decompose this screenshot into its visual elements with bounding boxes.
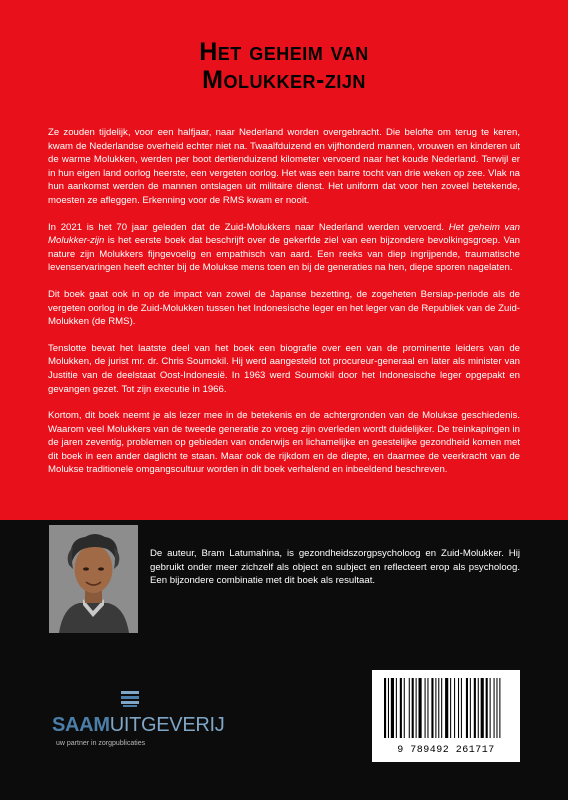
barcode-bar — [435, 678, 436, 738]
title-line-1: Het geheim van — [199, 38, 369, 66]
blurb-paragraph-1: Ze zouden tijdelijk, voor een halfjaar, naar Nederland worden overgebracht. Die belofte om terug te keren, kwam de Nederlandse overheid echter niet na. Twaalfduizend en vijfhonderd mannen, vrouwen en kinderen uit de warme Molukken, werden per boot dertienduizend kilometer vervoerd naar het koude Nederland. Terwijl er in hun eigen land oorlog heerste, een vergeten oorlog. Het was een barre tocht van drie weken op zee. Vlak na hun aankomst werden de mannen ontslagen uit militaire dienst. Het uniform dat voor hen zoveel betekende, moesten ze afleggen. Erkenning voor de RMS kwam er nooit. — [48, 127, 520, 206]
barcode-bar — [454, 678, 455, 738]
blurb-text — [48, 126, 520, 490]
barcode-bar — [384, 678, 386, 738]
barcode-bar — [391, 678, 394, 738]
barcode-bar — [396, 678, 397, 738]
publisher-name-bold: SAAM — [52, 714, 110, 736]
barcode-bar — [486, 678, 488, 738]
barcode-bar — [438, 678, 439, 738]
barcode-bar — [416, 678, 417, 738]
barcode-bar — [461, 678, 462, 738]
publisher-name-thin: UITGEVERIJ — [109, 714, 225, 736]
barcode-bar — [496, 678, 497, 738]
barcode-bar — [470, 678, 471, 738]
author-bio: De auteur, Bram Latumahina, is gezondheidszorgpsycholoog en Zuid-Molukker. Hij gebruikt onder meer zichzelf als object en subject en reflecteert erop als psycholoog. Een bijzondere combinatie met dit boek als resultaat. — [150, 548, 520, 587]
barcode-bar — [431, 678, 433, 738]
barcode-bar — [466, 678, 468, 738]
blurb-paragraph-3: Dit boek gaat ook in op de impact van zowel de Japanse bezetting, de zogeheten Bersiap-periode als de vergeten oorlog in de Zuid-Molukken tussen het Indonesische leger en het leger van de Republiek van de Zuid-Molukken (de RMS). — [48, 288, 520, 328]
isbn-barcode — [372, 670, 520, 762]
isbn-number: 9 789492 261717 — [397, 745, 495, 756]
barcode-bar — [404, 678, 405, 738]
publisher-name — [52, 714, 224, 737]
barcode-bar — [450, 678, 451, 738]
blurb-paragraph-2 — [48, 221, 520, 275]
blurb-paragraph-4: Tenslotte bevat het laatste deel van het boek een biografie over een van de prominente leiders van de Molukken, de jurist mr. dr. Chris Soumokil. Hij werd aangesteld tot procureur-generaal en later als minister van Justitie van de deelstaat Oost-Indonesië. In 1963 werd Soumokil door het Indonesische leger opgepakt en gevangen gezet. Tot zijn executie in 1966. — [48, 342, 520, 395]
barcode-bar — [494, 678, 495, 738]
barcode-bar — [400, 678, 402, 738]
author-photo — [49, 525, 138, 633]
barcode-bar — [441, 678, 442, 738]
author-portrait-image — [49, 525, 138, 633]
barcode-bar — [474, 678, 476, 738]
barcode-bar — [481, 678, 484, 738]
title-line-2: Molukker-zijn — [202, 66, 366, 94]
barcode-bar — [427, 678, 428, 738]
book-title — [0, 38, 568, 94]
barcode-bar — [458, 678, 459, 738]
blurb-paragraph-2-end: is het eerste boek dat beschrijft over de gekerfde ziel van een bijzondere bevolkingsgroep. Van nature zijn Molukkers fijngevoelig en empathisch van aard. Een reeks van diep ingrijpende, traumatische levenservaringen heeft echter bij de Molukse mens toen en bij de generaties na hen, diepe sporen nagelaten. — [48, 235, 520, 274]
blurb-book-title-italic: Het geheim van Molukker-zijn — [48, 221, 520, 247]
barcode-bar — [499, 678, 500, 738]
book-stack-icon — [120, 690, 140, 708]
barcode-bar — [478, 678, 479, 738]
blurb-paragraph-5: Kortom, dit boek neemt je als lezer mee in de betekenis en de achtergronden van de Molukse geschiedenis. Waarom veel Molukkers van de tweede generatie zo vroeg zijn overleden wordt duidelijker. De treinkapingen in de jaren zeventig, problemen op gebieden van onderwijs en lichamelijke en geestelijke gezondheid komen met dit boek in een ander daglicht te staan. Maar ook de rijkdom en de diepte, en daarmee de veerkracht van de Molukse traditionele omgangscultuur worden in dit boek verhalend en inbeeldend beschreven. — [48, 410, 520, 476]
blurb-paragraph-2-start: In 2021 is het 70 jaar geleden dat de Zuid-Molukkers naar Nederland werden vervoerd. — [48, 221, 449, 233]
barcode-bar — [412, 678, 414, 738]
publisher-tagline: uw partner in zorgpublicaties — [56, 740, 146, 747]
barcode-bar — [425, 678, 426, 738]
barcode-bar — [409, 678, 410, 738]
barcode-image — [380, 678, 512, 740]
barcode-bar — [388, 678, 389, 738]
barcode-bar — [419, 678, 422, 738]
barcode-bar — [445, 678, 448, 738]
barcode-bar — [490, 678, 491, 738]
